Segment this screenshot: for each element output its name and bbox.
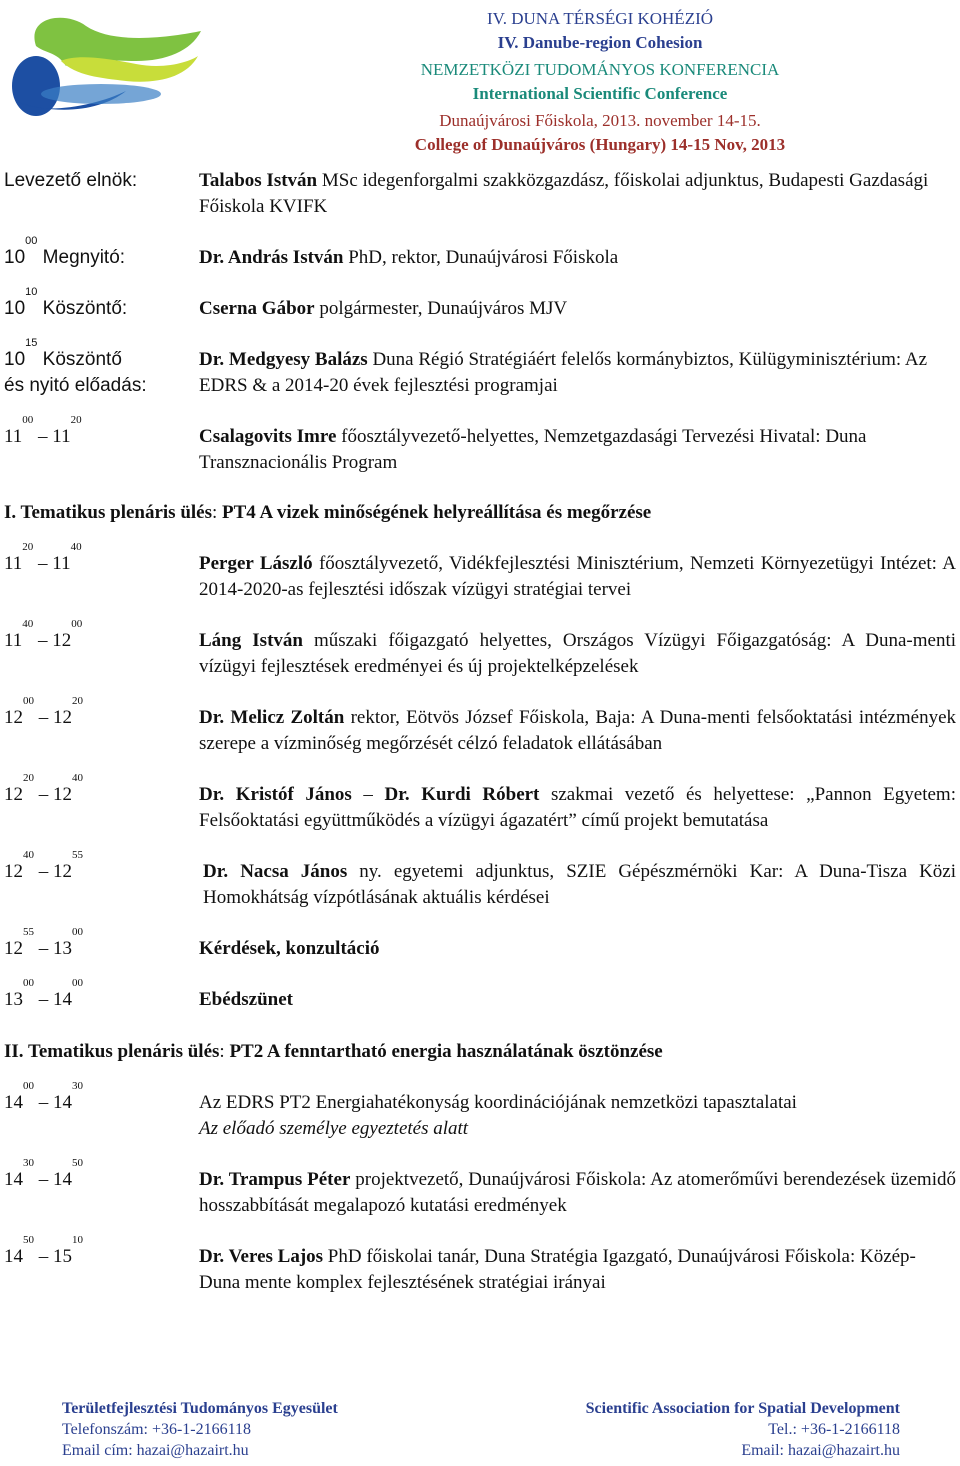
section-2-title: II. Tematikus plenáris ülés: PT2 A fenntartható energia használatának ösztönzése xyxy=(4,1041,663,1062)
speaker-name: Dr. Melicz Zoltán xyxy=(199,707,345,728)
speaker-name: Dr. Kurdi Róbert xyxy=(384,784,540,805)
footer-org-hu: Területfejlesztési Tudományos Egyesület xyxy=(62,1400,338,1417)
speaker-name: Dr. Nacsa János xyxy=(203,861,348,882)
header-title-hu: IV. DUNA TÉRSÉGI KOHÉZIÓ xyxy=(486,9,714,28)
footer-right xyxy=(586,1398,900,1461)
speaker-name: Láng István xyxy=(199,630,303,651)
speaker-name: Dr. Trampus Péter xyxy=(199,1169,351,1190)
conference-logo xyxy=(6,6,206,116)
speaker-name: Dr. Veres Lajos xyxy=(199,1246,324,1267)
section-1-title: I. Tematikus plenáris ülés: PT4 A vizek minőségének helyreállítása és megőrzése xyxy=(4,502,652,523)
header-conference-en: International Scientific Conference xyxy=(472,84,728,103)
agenda-row: $12^{00} - 12^{20}$ Dr. Melicz Zoltán rektor, Eötvös József Főiskola, Baja: A Duna-menti felsőoktatási intézmények szerepe a vízminőség megőrzését célzó feladatok ellátásában xyxy=(4,695,957,754)
speaker-name: Dr. Medgyesy Balázs xyxy=(199,349,368,370)
speaker-name: Csalagovits Imre xyxy=(199,426,337,447)
header-date-hu: Dunaújvárosi Főiskola, 2013. november 14-15. xyxy=(439,111,761,130)
agenda-row: $11^{40} - 12^{00}$ Láng István műszaki főigazgató helyettes, Országos Vízügyi Főigazgatóság: A Duna-menti vízügyi fejlesztések eredményei és új projektelképzelések xyxy=(4,618,957,677)
footer-email-hu[interactable]: Email cím: hazai@hazairt.hu xyxy=(62,1442,249,1459)
speaker-name: Dr. Kristóf János xyxy=(199,784,352,805)
agenda-row: $12^{40} - 12^{55}$ Dr. Nacsa János ny. egyetemi adjunktus, SZIE Gépészmérnöki Kar: A Duna-Tisza Közi Homokhátság vízpótlásának aktuális kérdései xyxy=(4,849,956,908)
chair-label: Levezető elnök: xyxy=(4,170,138,191)
footer-phone-hu: Telefonszám: +36-1-2166118 xyxy=(62,1421,252,1438)
footer-email-en[interactable]: Email: hazai@hazairt.hu xyxy=(741,1442,900,1459)
agenda-row: $11^{00} - 11^{20}$ Csalagovits Imre főosztályvezető-helyettes, Nemzetgazdasági Tervezési Hivatal: Duna Transznacionális Program xyxy=(4,414,867,473)
chair-name: Talabos István xyxy=(199,170,318,191)
agenda-row: $14^{00} - 14^{30}$ Az EDRS PT2 Energiahatékonyság koordinációjának nemzetközi tapasztalatai Az előadó személye egyeztetés alatt xyxy=(4,1080,797,1139)
speaker-name: Cserna Gábor xyxy=(199,298,315,319)
speaker-name: Perger László xyxy=(199,553,313,574)
agenda-row-keynote: $10^{15}$ Köszöntő és nyitó előadás: Dr. Medgyesy Balázs Duna Régió Stratégiáért felelős kormánybiztos, Külügyminisztérium: Az EDRS & a 2014-20 évek fejlesztési programjai xyxy=(4,337,928,396)
header-date-en: College of Dunaújváros (Hungary) 14-15 Nov, 2013 xyxy=(414,135,786,154)
footer-org-en: Scientific Association for Spatial Development xyxy=(585,1400,900,1417)
footer-phone-en: Tel.: +36-1-2166118 xyxy=(768,1421,900,1438)
agenda-row: $11^{20} - 11^{40}$ Perger László főosztályvezető, Vidékfejlesztési Minisztérium, Nemzeti Környezetügyi Intézet: A 2014-2020-as fejlesztési időszak vízügyi stratégiai tervei xyxy=(4,541,956,600)
agenda-row: $14^{30} - 14^{50}$ Dr. Trampus Péter projektvezető, Dunaújvárosi Főiskola: Az atomerőművi berendezések üzemidő hosszabbítását megalapozó kutatási eredmények xyxy=(4,1157,956,1216)
footer-left xyxy=(62,1398,338,1461)
agenda-row: $14^{50} - 15^{10}$ Dr. Veres Lajos PhD főiskolai tanár, Duna Stratégia Igazgató, Dunaújvárosi Főiskola: Közép-Duna mente komplex fejlesztésének stratégiai irányai xyxy=(4,1234,916,1293)
header-conference-hu: NEMZETKÖZI TUDOMÁNYOS KONFERENCIA xyxy=(420,60,780,79)
header-title-en: IV. Danube-region Cohesion xyxy=(497,33,703,52)
agenda-row: $12^{20} - 12^{40}$ Dr. Kristóf János – Dr. Kurdi Róbert szakmai vezető és helyettese: „Pannon Egyetem: Felsőoktatási együttműködés a vízügyi ágazatért” című projekt bemutatása xyxy=(4,772,956,831)
chair-text: MSc idegenforgalmi szakközgazdász, főiskolai adjunktus, Budapesti Gazdasági Főiskola KVIFK xyxy=(199,170,929,217)
speaker-name: Dr. András István xyxy=(199,247,344,268)
chair-row xyxy=(4,168,956,224)
